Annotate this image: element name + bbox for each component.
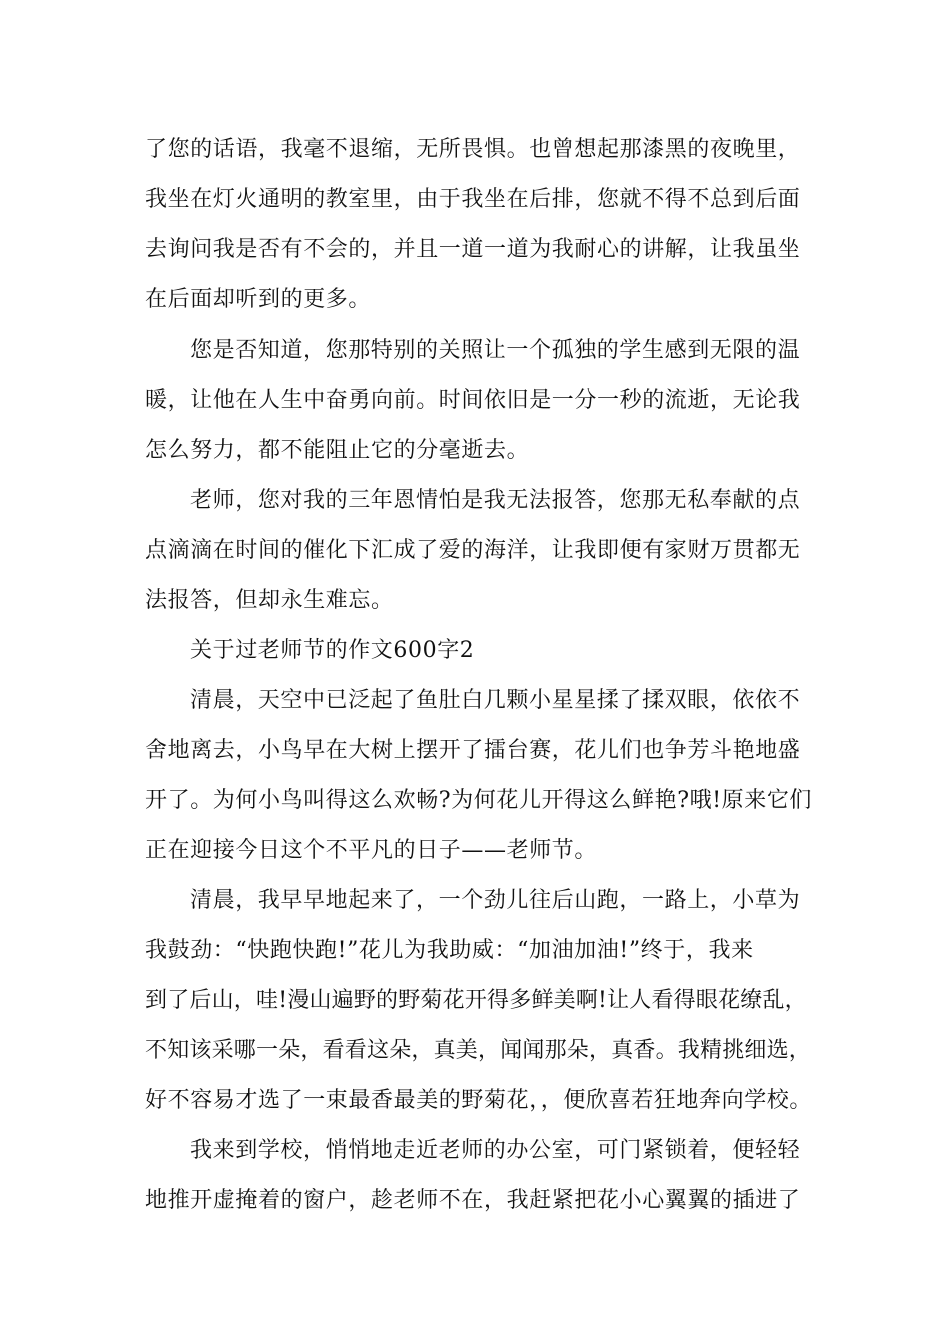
text-line: 好不容易才选了一束最香最美的野菊花，，便欣喜若狂地奔向学校。 xyxy=(145,1088,813,1113)
text-line: 了您的话语，我毫不退缩，无所畏惧。也曾想起那漆黑的夜晚里， xyxy=(145,137,801,162)
text-line: 我坐在灯火通明的教室里，由于我坐在后排，您就不得不总到后面 xyxy=(145,187,801,212)
text-line: 暖，让他在人生中奋勇向前。时间依旧是一分一秒的流逝，无论我 xyxy=(145,388,801,413)
text-line: 法报答，但却永生难忘。 xyxy=(145,588,394,613)
paragraph-first-line: 您是否知道，您那特别的关照让一个孤独的学生感到无限的温 xyxy=(190,338,801,363)
section-heading: 关于过老师节的作文600字2 xyxy=(190,638,475,663)
text-line: 舍地离去，小鸟早在大树上摆开了擂台赛，花儿们也争芳斗艳地盛 xyxy=(145,738,801,763)
text-line: 点滴滴在时间的催化下汇成了爱的海洋，让我即便有家财万贯都无 xyxy=(145,538,801,563)
text-line: 正在迎接今日这个不平凡的日子——老师节。 xyxy=(145,838,598,863)
text-line: 地推开虚掩着的窗户，趁老师不在，我赶紧把花小心翼翼的插进了 xyxy=(145,1188,801,1213)
paragraph-first-line: 老师，您对我的三年恩情怕是我无法报答，您那无私奉献的点 xyxy=(190,488,801,513)
paragraph-first-line: 清晨，天空中已泛起了鱼肚白几颗小星星揉了揉双眼，依依不 xyxy=(190,688,801,713)
text-line: 不知该采哪一朵，看看这朵，真美，闻闻那朵，真香。我精挑细选， xyxy=(145,1038,812,1063)
text-line: 开了。为何小鸟叫得这么欢畅?为何花儿开得这么鲜艳?哦!原来它们 xyxy=(145,788,813,813)
text-line: 去询问我是否有不会的，并且一道一道为我耐心的讲解，让我虽坐 xyxy=(145,237,801,262)
text-line: 到了后山，哇!漫山遍野的野菊花开得多鲜美啊!让人看得眼花缭乱， xyxy=(145,988,807,1013)
text-line: 我鼓劲：“快跑快跑!”花儿为我助威：“加油加油!”终于，我来 xyxy=(145,938,754,963)
text-line: 在后面却听到的更多。 xyxy=(145,287,372,312)
paragraph-first-line: 我来到学校，悄悄地走近老师的办公室，可门紧锁着，便轻轻 xyxy=(190,1138,801,1163)
text-line: 怎么努力，都不能阻止它的分毫逝去。 xyxy=(145,438,530,463)
paragraph-first-line: 清晨，我早早地起来了，一个劲儿往后山跑，一路上，小草为 xyxy=(190,888,801,913)
